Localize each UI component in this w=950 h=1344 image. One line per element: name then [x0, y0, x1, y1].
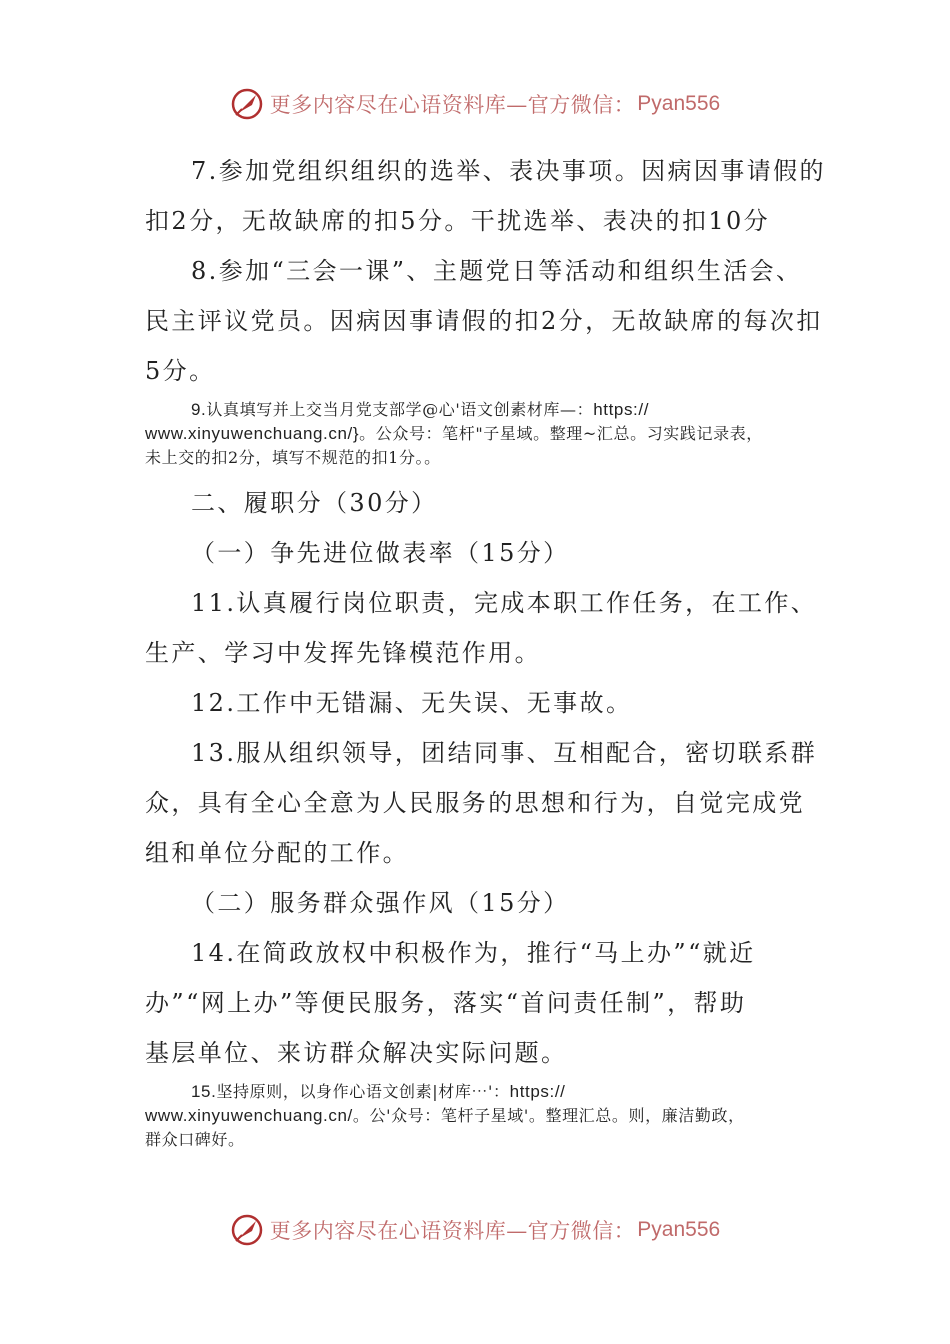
quill-logo-icon [230, 1213, 264, 1247]
document-body [145, 146, 826, 1152]
item-9-line-3: 未上交的扣2分，填写不规范的扣1分。。 [145, 448, 441, 467]
banner-text: 更多内容尽在心语资料库—官方微信： [269, 93, 636, 117]
banner-wechat-id: Pyan556 [637, 92, 721, 115]
item-14-line-3: 基层单位、来访群众解决实际问题。 [145, 1039, 568, 1067]
item-11-line-2: 生产、学习中发挥先锋模范作用。 [145, 639, 541, 667]
item-9-line-2: www.xinyuwenchuang.cn/}。公众号：笔杆"子星域。整理~汇总。习实践记录表， [145, 424, 763, 443]
item-13-line-1: 13.服从组织领导，团结同事、互相配合，密切联系群 [191, 739, 818, 767]
item-12: 12.工作中无错漏、无失误、无事故。 [191, 689, 633, 717]
item-9 [145, 398, 815, 470]
item-15 [145, 1080, 815, 1152]
item-8-line-3: 5分。 [145, 357, 216, 385]
banner-text: 更多内容尽在心语资料库—官方微信： [269, 1219, 636, 1243]
item-15-line-3: 群众口碑好。 [145, 1130, 245, 1149]
item-7-line-1: 7.参加党组织组织的选举、表决事项。因病因事请假的 [191, 157, 826, 185]
item-14-line-2: 办”“网上办”等便民服务，落实“首问责任制”，帮助 [145, 989, 747, 1017]
section-heading-2: 二、履职分（30分） [191, 489, 438, 517]
subsection-heading-1: （一）争先进位做表率（15分） [191, 539, 570, 567]
item-13-line-2: 众，具有全心全意为人民服务的思想和行为，自觉完成党 [145, 789, 805, 817]
item-13-line-3: 组和单位分配的工作。 [145, 839, 409, 867]
item-9-line-1: 9.认真填写并上交当月党支部学@心'语文创素材库—：https:// [191, 400, 650, 419]
item-15-line-2: www.xinyuwenchuang.cn/。公'众号：笔杆子星域'。整理汇总。则，廉洁勤政， [145, 1106, 745, 1125]
banner-wechat-id: Pyan556 [637, 1218, 721, 1241]
header-banner [0, 82, 950, 126]
item-8-line-1: 8.参加“三会一课”、主题党日等活动和组织生活会、 [191, 257, 803, 285]
item-8-line-2: 民主评议党员。因病因事请假的扣2分，无故缺席的每次扣 [145, 307, 823, 335]
quill-logo-icon [230, 87, 264, 121]
item-11-line-1: 11.认真履行岗位职责，完成本职工作任务，在工作、 [191, 589, 818, 617]
item-15-line-1: 15.坚持原则，以身作心语文创素|材库⋯'：https:// [191, 1082, 566, 1101]
subsection-heading-2: （二）服务群众强作风（15分） [191, 889, 570, 917]
item-7-line-2: 扣2分，无故缺席的扣5分。干扰选举、表决的扣10分 [145, 207, 771, 235]
item-14-line-1: 14.在简政放权中积极作为，推行“马上办”“就近 [191, 939, 756, 967]
footer-banner [0, 1208, 950, 1252]
